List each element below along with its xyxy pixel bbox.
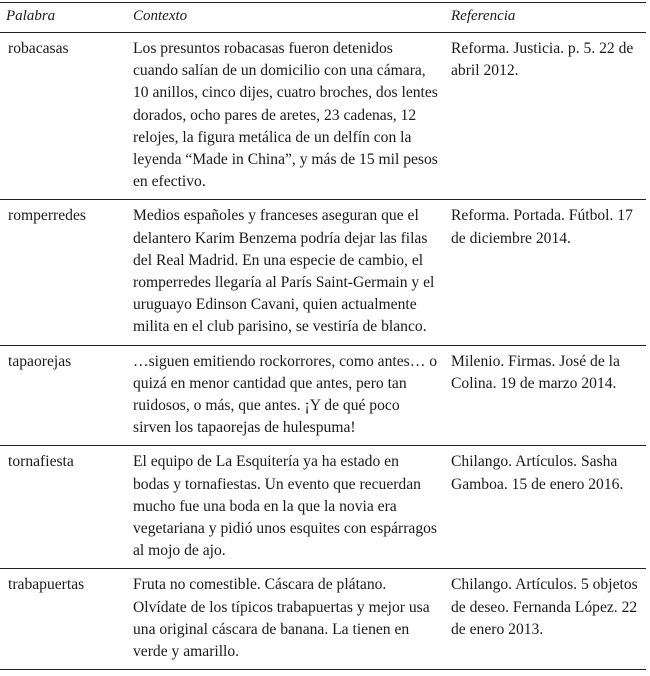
row-reference: Chilango. Artículos. Sasha Gamboa. 15 de enero 2016. bbox=[447, 446, 646, 569]
table-row bbox=[0, 446, 646, 569]
row-word: tapaorejas bbox=[0, 345, 130, 446]
table-row bbox=[0, 200, 646, 345]
row-reference: Reforma. Justicia. p. 5. 22 de abril 2012. bbox=[447, 33, 646, 200]
word-table bbox=[0, 2, 646, 670]
header-word: Palabra bbox=[0, 3, 130, 33]
row-context: …siguen emitiendo rockorrores, como antes… o quizá en menor cantidad que antes, pero tan ruidosos, o más, que antes. ¡Y de qué poco sirven los tapaorejas de hulespuma! bbox=[130, 345, 447, 446]
table-row bbox=[0, 345, 646, 446]
header-context: Contexto bbox=[130, 3, 447, 33]
row-reference: Chilango. Artículos. 5 objetos de deseo. Fernanda López. 22 de enero 2013. bbox=[447, 569, 646, 670]
row-word: romperredes bbox=[0, 200, 130, 345]
row-reference: Reforma. Portada. Fútbol. 17 de diciembre 2014. bbox=[447, 200, 646, 345]
header-reference: Referencia bbox=[447, 3, 646, 33]
table-row bbox=[0, 569, 646, 670]
row-context: El equipo de La Esquitería ya ha estado en bodas y tornafiestas. Un evento que recuerdan mucho fue una boda en la que la novia era vegetariana y pidió unos esquites con espárragos al mojo de ajo. bbox=[130, 446, 447, 569]
row-context: Los presuntos robacasas fueron detenidos cuando salían de un domicilio con una cámara, 10 anillos, cinco dijes, cuatro broches, dos lentes dorados, ocho pares de aretes, 23 cadenas, 12 relojes, la figura metálica de un delfín con la leyenda “Made in China”, y más de 15 mil pesos en efectivo. bbox=[130, 33, 447, 200]
row-context: Medios españoles y franceses aseguran que el delantero Karim Benzema podría dejar las filas del Real Madrid. En una especie de cambio, el romperredes llegaría al París Saint-Germain y el uruguayo Edinson Cavani, quien actualmente milita en el club parisino, se vestiría de blanco. bbox=[130, 200, 447, 345]
row-reference: Milenio. Firmas. José de la Colina. 19 de marzo 2014. bbox=[447, 345, 646, 446]
row-word: tornafiesta bbox=[0, 446, 130, 569]
row-context: Fruta no comestible. Cáscara de plátano. Olvídate de los típicos trabapuertas y mejor usa una original cáscara de banana. La tienen en verde y amarillo. bbox=[130, 569, 447, 670]
row-word: robacasas bbox=[0, 33, 130, 200]
header-row bbox=[0, 3, 646, 33]
row-word: trabapuertas bbox=[0, 569, 130, 670]
table-row bbox=[0, 33, 646, 200]
